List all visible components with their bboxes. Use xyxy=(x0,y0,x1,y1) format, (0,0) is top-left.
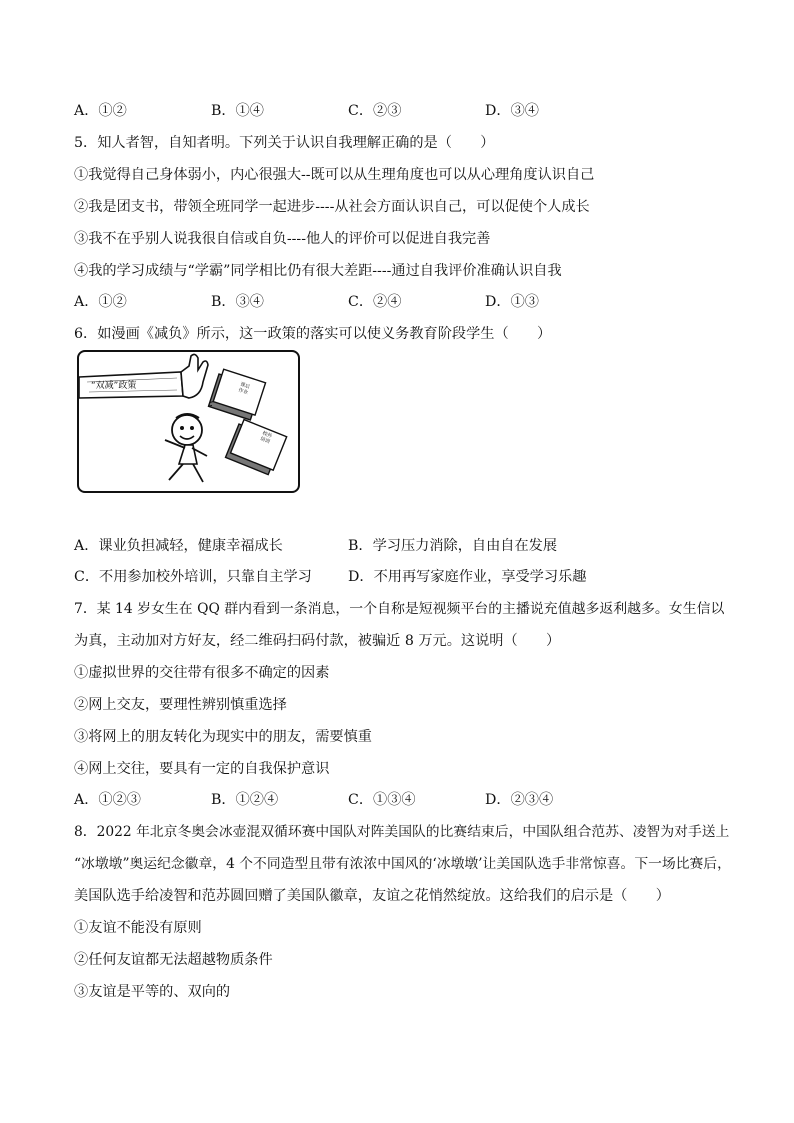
q8-item-3: ③友谊是平等的、双向的 xyxy=(74,984,231,1000)
cartoon-book-homework-label: 课后作业 xyxy=(237,381,251,397)
q7-item-2: ②网上交友，要理性辨别慎重选择 xyxy=(74,697,287,713)
q7-option-c: C．①③④ xyxy=(348,792,416,808)
q7-options xyxy=(74,790,694,810)
cartoon-policy-label: “双减”政策 xyxy=(91,381,137,391)
q7-item-4: ④网上交往，要具有一定的自我保护意识 xyxy=(74,761,330,777)
q7-option-b: B．①②④ xyxy=(211,792,279,808)
q6-option-b: B．学习压力消除，自由自在发展 xyxy=(348,538,558,554)
q7-option-a: A．①②③ xyxy=(74,792,141,808)
q4-option-b: B．①④ xyxy=(211,103,264,119)
q4-option-d: D．③④ xyxy=(485,103,539,119)
q6-options-row1 xyxy=(74,536,694,556)
q7-item-1: ①虚拟世界的交往带有很多不确定的因素 xyxy=(74,665,330,681)
q8-item-1: ①友谊不能没有原则 xyxy=(74,920,202,936)
q4-option-c: C．②③ xyxy=(348,103,402,119)
q4-option-a: A．①② xyxy=(74,103,127,119)
q4-options xyxy=(74,101,694,121)
q7-item-3: ③将网上的朋友转化为现实中的朋友，需要慎重 xyxy=(74,729,372,745)
q5-item-2: ②我是团支书，带领全班同学一起进步----从社会方面认识自己，可以促使个人成长 xyxy=(74,199,590,215)
q6-option-a: A．课业负担减轻，健康幸福成长 xyxy=(74,538,283,554)
q6-option-d: D．不用再写家庭作业，享受学习乐趣 xyxy=(348,569,587,585)
q5-option-a: A．①② xyxy=(74,294,127,310)
q5-options xyxy=(74,292,694,312)
q7-stem-line-2: 为真，主动加对方好友，经二维码扫码付款，被骗近 8 万元。这说明（ ） xyxy=(74,633,561,649)
q8-stem-line-3: 美国队选手给凌智和范苏圆回赠了美国队徽章，友谊之花悄然绽放。这给我们的启示是（ ） xyxy=(74,888,670,904)
q5-option-c: C．②④ xyxy=(348,294,402,310)
q7-stem-line-1: 7．某 14 岁女生在 QQ 群内看到一条消息，一个自称是短视频平台的主播说充值越多返利越多。女生信以 xyxy=(74,601,725,617)
cartoon-reduce-burden xyxy=(77,350,300,493)
q5-stem: 5．知人者智，自知者明。下列关于认识自我理解正确的是（ ） xyxy=(74,135,495,151)
q6-stem: 6．如漫画《减负》所示，这一政策的落实可以使义务教育阶段学生（ ） xyxy=(74,326,552,342)
q6-options-row2 xyxy=(74,567,694,587)
q8-stem-line-2: “冰墩墩”奥运纪念徽章，4 个不同造型且带有浓浓中国风的‘冰墩墩’让美国队选手非常惊喜。下一场比赛后， xyxy=(74,856,731,872)
q5-option-b: B．③④ xyxy=(211,294,264,310)
q5-item-1: ①我觉得自己身体弱小，内心很强大--既可以从生理角度也可以从心理角度认识自己 xyxy=(74,167,595,183)
q8-item-2: ②任何友谊都无法超越物质条件 xyxy=(74,952,273,968)
q5-item-4: ④我的学习成绩与“学霸”同学相比仍有很大差距----通过自我评价准确认识自我 xyxy=(74,263,562,279)
q7-option-d: D．②③④ xyxy=(485,792,554,808)
q5-option-d: D．①③ xyxy=(485,294,539,310)
cartoon-illustration xyxy=(79,352,298,491)
q6-option-c: C．不用参加校外培训，只靠自主学习 xyxy=(74,569,312,585)
q8-stem-line-1: 8．2022 年北京冬奥会冰壶混双循环赛中国队对阵美国队的比赛结束后，中国队组合范苏、凌智为对手送上 xyxy=(74,824,730,840)
q5-item-3: ③我不在乎别人说我很自信或自负----他人的评价可以促进自我完善 xyxy=(74,231,491,247)
cartoon-book-training-label: 校外培训 xyxy=(259,430,273,446)
